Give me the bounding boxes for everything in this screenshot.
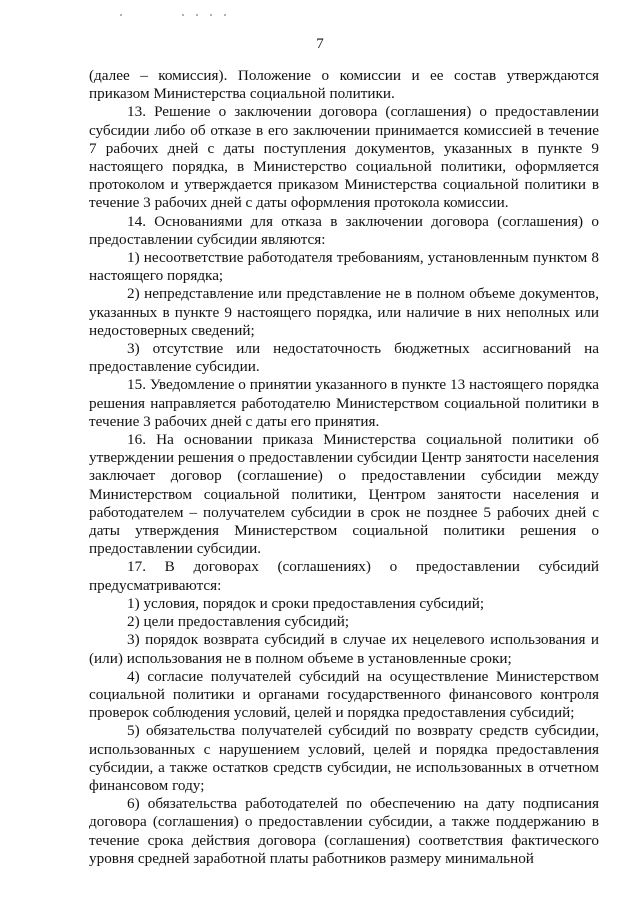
paragraph: 3) порядок возврата субсидий в случае их нецелевого использования и (или) использования не в полном объеме в установленные сроки; bbox=[89, 631, 599, 667]
paragraph: 1) условия, порядок и сроки предоставления субсидий; bbox=[127, 594, 485, 612]
paragraph: 3) отсутствие или недостаточность бюджетных ассигнований на предоставление субсидии. bbox=[89, 340, 599, 376]
paragraph: (далее – комиссия). Положение о комиссии и ее состав утверждаются приказом Министерства социальной политики. bbox=[89, 67, 599, 103]
paragraph: 1) несоответствие работодателя требованиям, установленным пунктом 8 настоящего порядка; bbox=[89, 249, 599, 285]
paragraph: 14. Основаниями для отказа в заключении договора (соглашения) о предоставлении субсидии являются: bbox=[89, 212, 599, 248]
paragraph: 16. На основании приказа Министерства социальной политики об утверждении решения о предоставлении субсидии Центр занятости населения заключает договор (соглашение) о предоставлении субсидии между Министерством социальной политики, Центром занятости населения и работодателем – получателем субсидии в срок не позднее 5 рабочих дней с даты утверждения Министерством социальной политики решения о предоставлении субсидии. bbox=[89, 431, 599, 558]
paragraph: 2) непредставление или представление не в полном объеме документов, указанных в пункте 9 настоящего порядка, или наличие в них неполных или недостоверных сведений; bbox=[89, 285, 599, 339]
paragraph: 2) цели предоставления субсидий; bbox=[127, 613, 350, 631]
paragraph: 6) обязательства работодателей по обеспечению на дату подписания договора (соглашения) о предоставлении субсидии, а также поддержанию в течение срока действия договора (соглашения) соответствия фактического уровня средней заработной платы работников размеру минимальной bbox=[89, 795, 599, 867]
paragraph: 13. Решение о заключении договора (соглашения) о предоставлении субсидии либо об отказе в его заключении принимается комиссией в течение 7 рабочих дней с даты поступления документов, указанных в пункте 9 настоящего порядка, в Министерство социальной политики, оформляется протоколом и утверждается приказом Министерства социальной политики в течение 3 рабочих дней с даты оформления протокола комиссии. bbox=[89, 103, 599, 212]
paragraph: 4) согласие получателей субсидий на осуществление Министерством социальной политики и органами государственного финансового контроля проверок соблюдения условий, целей и порядка предоставления субсидий; bbox=[89, 667, 599, 722]
scan-artifact bbox=[120, 14, 230, 18]
document-body bbox=[89, 67, 599, 868]
page-number: 7 bbox=[316, 36, 324, 52]
paragraph: 15. Уведомление о принятии указанного в пункте 13 настоящего порядка решения направляется работодателю Министерством социальной политики в течение 3 рабочих дней с даты его принятия. bbox=[89, 376, 599, 430]
paragraph: 17. В договорах (соглашениях) о предоставлении субсидий предусматриваются: bbox=[89, 558, 599, 594]
paragraph: 5) обязательства получателей субсидий по возврату средств субсидии, использованных с нарушением условий, целей и порядка предоставления субсидии, а также остатков средств субсидии, не использованных в отчетном финансовом году; bbox=[89, 722, 599, 794]
